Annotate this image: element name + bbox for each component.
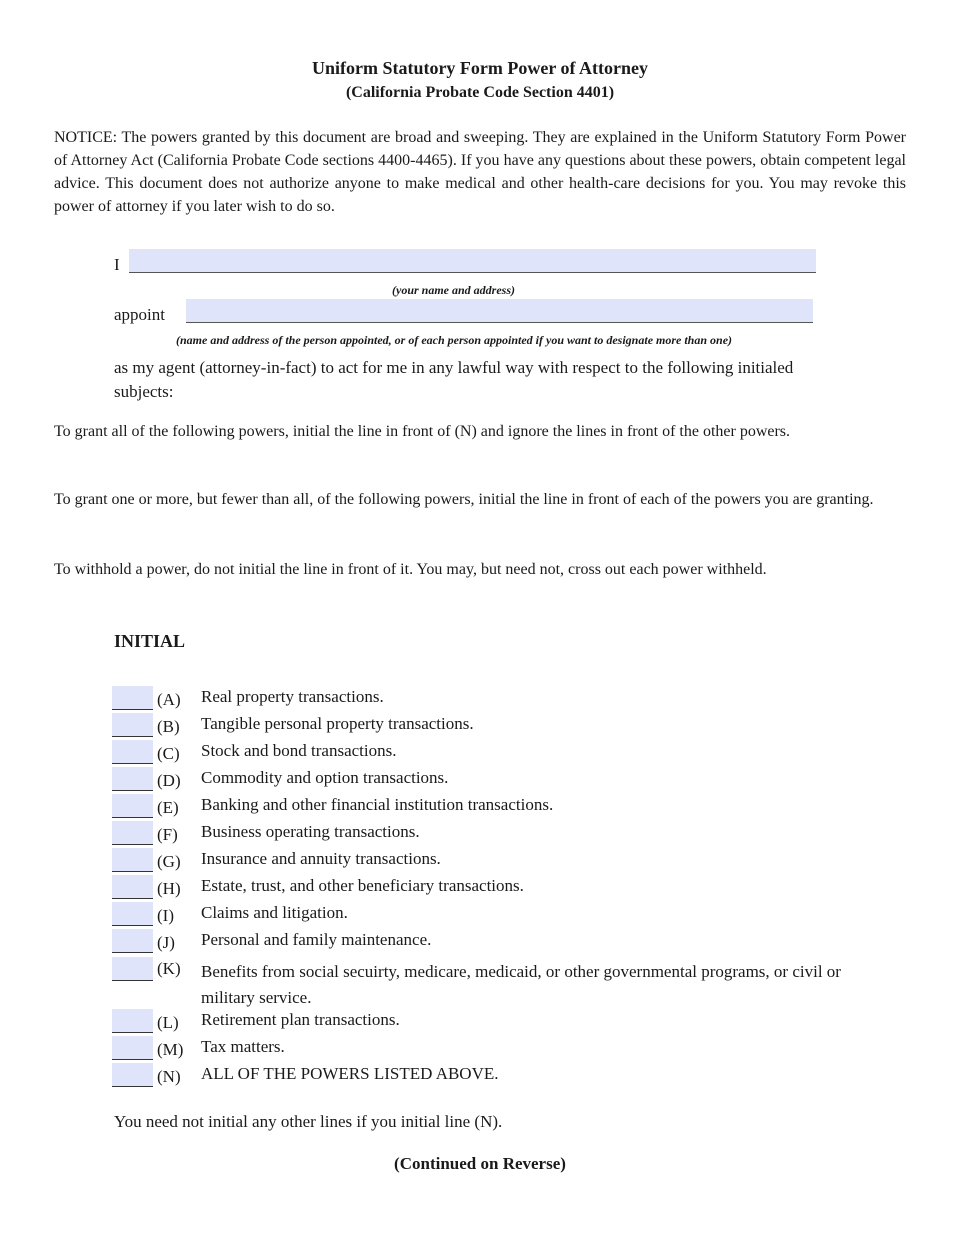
power-code: (B) <box>157 717 180 736</box>
power-item-n <box>112 1060 872 1087</box>
initial-field-a[interactable] <box>112 686 153 710</box>
power-code: (N) <box>157 1067 181 1086</box>
power-code: (L) <box>157 1013 179 1032</box>
initial-field-f[interactable] <box>112 821 153 845</box>
principal-label: I <box>114 255 120 274</box>
initial-field-l[interactable] <box>112 1009 153 1033</box>
power-code: (E) <box>157 798 179 817</box>
power-text: Retirement plan transactions. <box>201 1010 400 1029</box>
power-code: (D) <box>157 771 181 790</box>
appointee-name-field[interactable] <box>186 299 813 323</box>
power-item-i <box>112 899 872 926</box>
notice-paragraph: NOTICE: The powers granted by this document are broad and sweeping. They are explained in the Uniform Statutory Form Power of Attorney Act (California Probate Code sections 4400-4465). If you have any questions about these powers, obtain competent legal advice. This document does not authorize anyone to make medical and other health-care decisions for you. You may revoke this power of attorney if you later wish to do so. <box>54 129 906 215</box>
initial-field-i[interactable] <box>112 902 153 926</box>
power-item-d <box>112 764 872 791</box>
power-code: (A) <box>157 690 181 709</box>
continued-note: (Continued on Reverse) <box>394 1154 566 1173</box>
power-code: (G) <box>157 852 181 871</box>
initial-field-h[interactable] <box>112 875 153 899</box>
power-item-m <box>112 1033 872 1060</box>
initial-field-e[interactable] <box>112 794 153 818</box>
power-text: Benefits from social secuirty, medicare, medicaid, or other governmental programs, or civil or military service. <box>201 962 841 1007</box>
power-text: Insurance and annuity transactions. <box>201 849 441 868</box>
power-code: (M) <box>157 1040 184 1059</box>
appointee-caption: (name and address of the person appointed, or of each person appointed if you want to designate more than one) <box>176 333 733 347</box>
instruction-withhold: To withhold a power, do not initial the line in front of it. You may, but need not, cross out each power withheld. <box>54 561 767 578</box>
power-item-l <box>112 1006 872 1033</box>
power-text: Commodity and option transactions. <box>201 768 449 787</box>
initial-field-g[interactable] <box>112 848 153 872</box>
initial-field-m[interactable] <box>112 1036 153 1060</box>
power-item-h <box>112 872 872 899</box>
power-item-f <box>112 818 872 845</box>
power-text: Estate, trust, and other beneficiary transactions. <box>201 876 524 895</box>
initial-field-j[interactable] <box>112 929 153 953</box>
power-text: Stock and bond transactions. <box>201 741 397 760</box>
power-text: Real property transactions. <box>201 687 384 706</box>
form-subtitle: (California Probate Code Section 4401) <box>345 84 615 101</box>
agent-statement: as my agent (attorney-in-fact) to act for me in any lawful way with respect to the following initialed subjects: <box>114 358 794 401</box>
instruction-grant-some: To grant one or more, but fewer than all, of the following powers, initial the line in front of each of the powers you are granting. <box>54 491 874 508</box>
power-item-g <box>112 845 872 872</box>
power-code: (K) <box>157 959 181 978</box>
principal-name-field[interactable] <box>129 249 816 273</box>
power-item-a <box>112 683 872 710</box>
appointee-label: appoint <box>114 305 165 324</box>
power-text: Tax matters. <box>201 1037 285 1056</box>
instruction-grant-all: To grant all of the following powers, initial the line in front of (N) and ignore the lines in front of the other powers. <box>54 423 791 440</box>
power-code: (C) <box>157 744 180 763</box>
powers-list <box>112 683 872 1087</box>
power-code: (F) <box>157 825 178 844</box>
initial-field-d[interactable] <box>112 767 153 791</box>
power-item-e <box>112 791 872 818</box>
power-code: (H) <box>157 879 181 898</box>
power-text: Business operating transactions. <box>201 822 420 841</box>
power-item-b <box>112 710 872 737</box>
form-title: Uniform Statutory Form Power of Attorney <box>311 58 649 78</box>
power-item-k <box>112 953 872 1006</box>
power-code: (J) <box>157 933 175 952</box>
power-item-j <box>112 926 872 953</box>
initial-field-b[interactable] <box>112 713 153 737</box>
initial-field-c[interactable] <box>112 740 153 764</box>
footer-note: You need not initial any other lines if you initial line (N). <box>114 1112 503 1131</box>
power-text: Banking and other financial institution transactions. <box>201 795 554 814</box>
initial-field-n[interactable] <box>112 1063 153 1087</box>
power-text: Claims and litigation. <box>201 903 348 922</box>
principal-caption: (your name and address) <box>392 283 516 297</box>
power-text: ALL OF THE POWERS LISTED ABOVE. <box>201 1064 499 1083</box>
power-text: Tangible personal property transactions. <box>201 714 474 733</box>
power-code: (I) <box>157 906 174 925</box>
initial-field-k[interactable] <box>112 957 153 981</box>
power-text: Personal and family maintenance. <box>201 930 432 949</box>
initial-heading: INITIAL <box>114 631 186 651</box>
power-item-c <box>112 737 872 764</box>
